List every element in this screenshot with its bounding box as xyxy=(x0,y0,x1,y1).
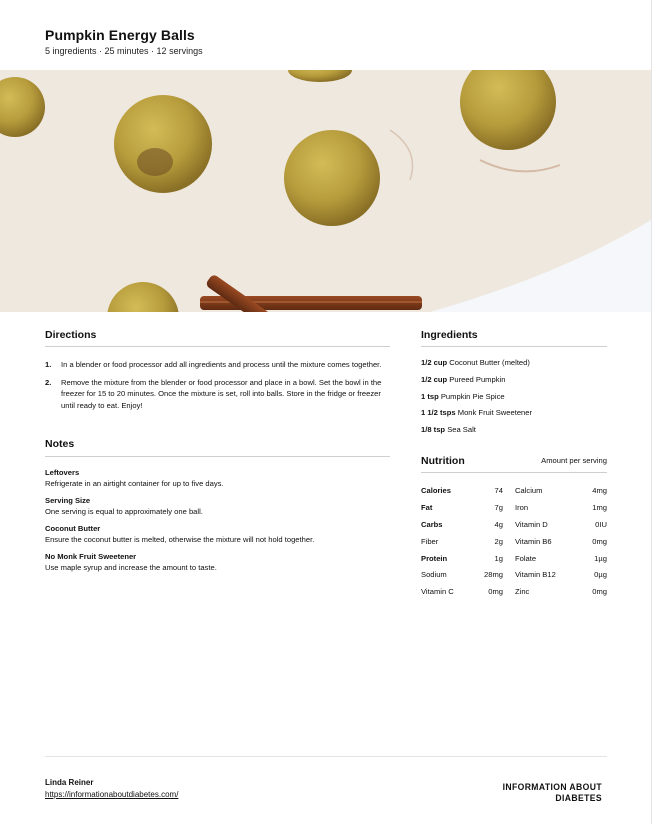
ingredients-divider xyxy=(421,346,607,347)
recipe-meta: 5 ingredients · 25 minutes · 12 servings xyxy=(45,46,203,56)
nutrition-row: Calories 74 Calcium 4mg xyxy=(421,485,607,495)
note-item: No Monk Fruit Sweetener Use maple syrup and increase the amount to taste. xyxy=(45,552,217,572)
note-item: Serving Size One serving is equal to approximately one ball. xyxy=(45,496,203,516)
ingredient-item: 1/2 cup Coconut Butter (melted) xyxy=(421,358,530,367)
recipe-title: Pumpkin Energy Balls xyxy=(45,27,195,43)
energy-ball-icon xyxy=(284,130,380,226)
nutrition-row: Fat 7g Iron 1mg xyxy=(421,502,607,512)
direction-step: 1. In a blender or food processor add all ingredients and process until the mixture comes together. xyxy=(45,360,382,369)
directions-heading: Directions xyxy=(45,329,97,341)
ingredients-heading: Ingredients xyxy=(421,329,478,341)
directions-list xyxy=(45,359,390,417)
energy-ball-icon xyxy=(114,95,212,193)
direction-step: 2. Remove the mixture from the blender or food processor and place in a bowl. Set the bowl in the freezer for 15 to 20 minutes. Once the mixture is set, roll into balls. Store in the fridge or freezer until ready to eat. Enjoy! xyxy=(45,377,382,410)
nutrition-row: Carbs 4g Vitamin D 0IU xyxy=(421,519,607,529)
nutrition-row: Sodium 28mg Vitamin B12 0µg xyxy=(421,570,607,580)
author-website-link[interactable]: https://informationaboutdiabetes.com/ xyxy=(45,790,179,799)
brand-logo: INFORMATION ABOUT DIABETES xyxy=(502,780,602,804)
directions-divider xyxy=(45,346,390,347)
recipe-photo xyxy=(0,70,651,312)
ingredient-item: 1/2 cup Pureed Pumpkin xyxy=(421,374,506,384)
ingredient-item: 1 1/2 tsps Monk Fruit Sweetener xyxy=(421,408,533,418)
nutrition-row: Protein 1g Folate 1µg xyxy=(421,553,607,563)
nutrition-row: Vitamin C 0mg Zinc 0mg xyxy=(421,587,607,597)
notes-list xyxy=(45,467,390,579)
ingredients-list xyxy=(421,357,607,441)
note-item: Coconut Butter Ensure the coconut butter is melted, otherwise the mixture will not hold together. xyxy=(45,524,315,544)
nutrition-row: Fiber 2g Vitamin B6 0mg xyxy=(421,536,607,546)
page-edge-line xyxy=(651,0,652,824)
nutrition-heading: Nutrition xyxy=(421,455,465,467)
author-name: Linda Reiner xyxy=(45,778,94,787)
note-item: Leftovers Refrigerate in an airtight container for up to five days. xyxy=(45,468,224,488)
footer-divider xyxy=(45,756,607,757)
notes-heading: Notes xyxy=(45,438,75,450)
ingredient-item: 1 tsp Pumpkin Pie Spice xyxy=(421,391,505,401)
ingredient-item: 1/8 tsp Sea Salt xyxy=(421,425,476,435)
nutrition-table xyxy=(421,482,607,600)
notes-divider xyxy=(45,456,390,457)
nutrition-per-serving-label: Amount per serving xyxy=(541,456,607,465)
nutrition-divider xyxy=(421,472,607,473)
